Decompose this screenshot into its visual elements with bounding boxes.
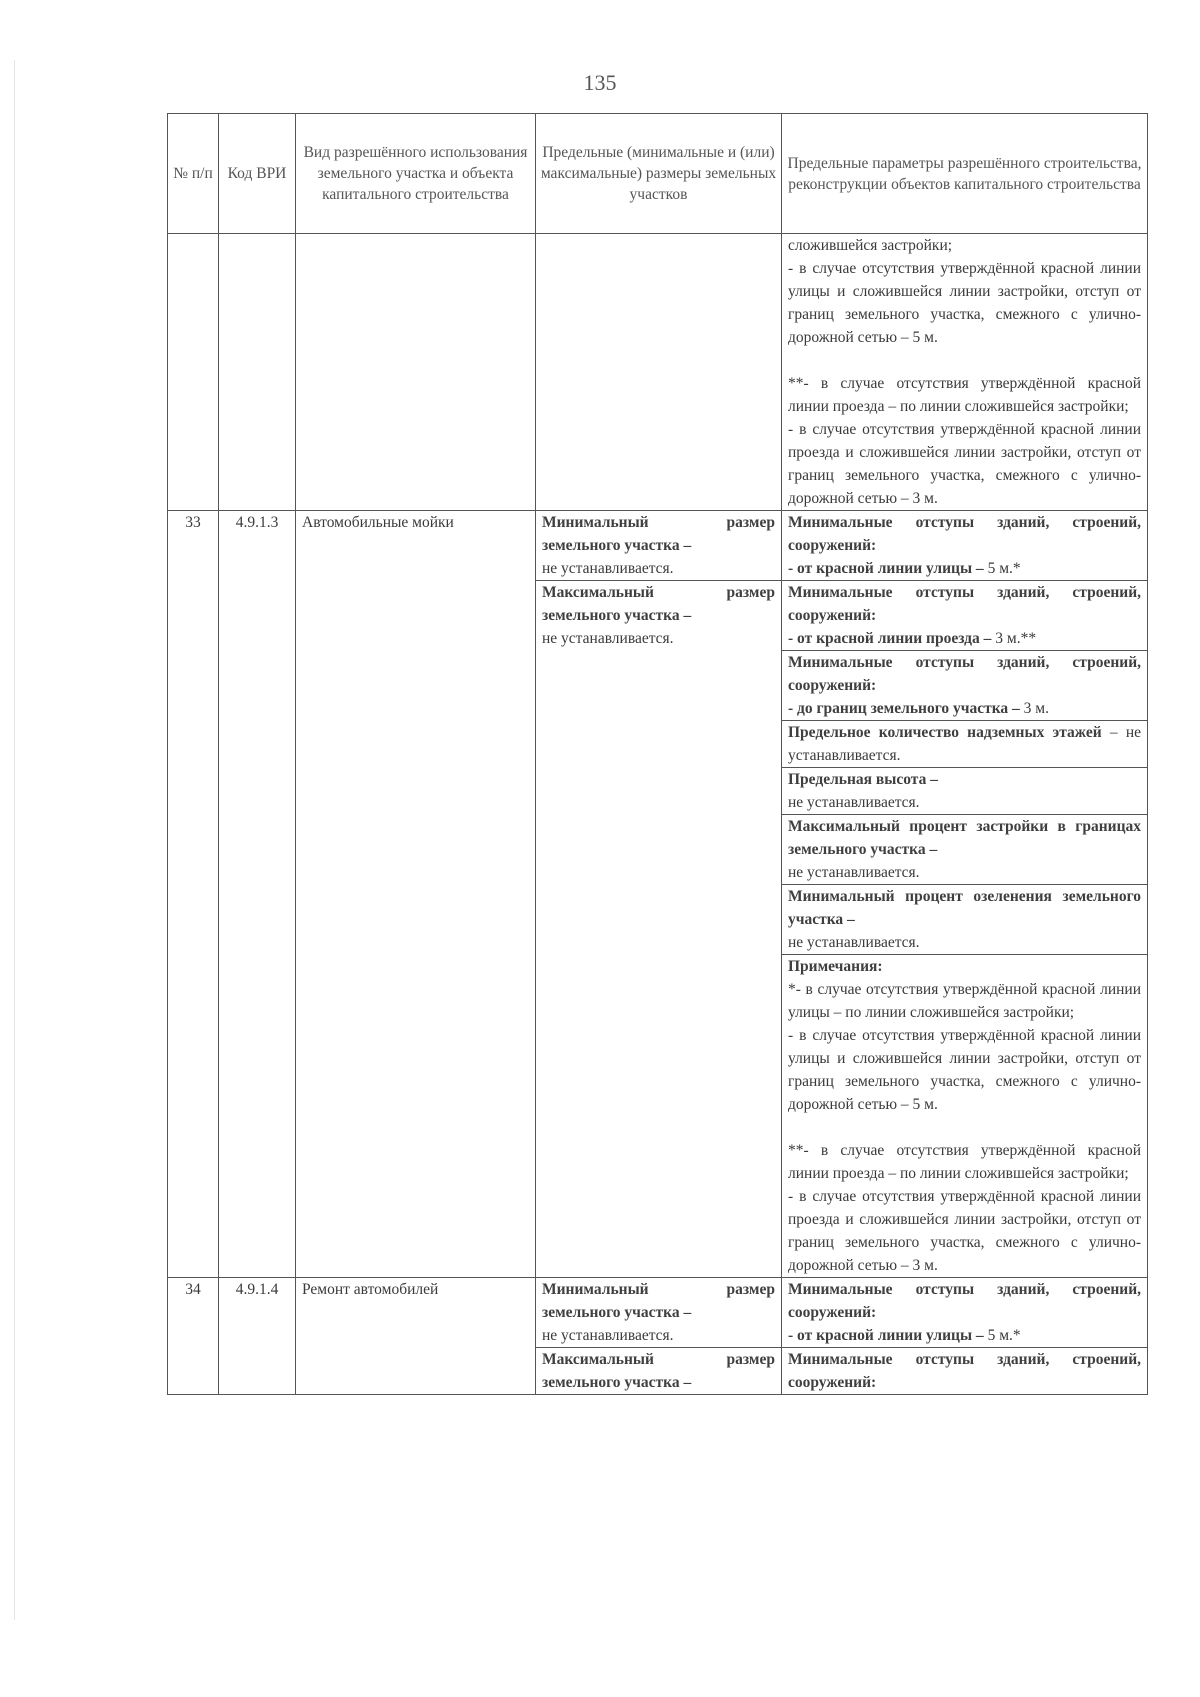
table-row-continuation (168, 234, 1148, 511)
row33-size-max-label: Максимальный размер земельного участка – (542, 584, 775, 624)
row33-code: 4.9.1.3 (219, 511, 296, 1278)
row33-setback2-label: - от красной линии проезда – (788, 630, 992, 647)
row33-floors-label: Предельное количество надземных этажей (788, 724, 1102, 741)
scan-edge-line (14, 60, 15, 1620)
page-number: 135 (583, 70, 617, 95)
row33-coverage-label: Максимальный процент застройки в границах земельного участка – (788, 818, 1141, 858)
header-size: Предельные (минимальные и (или) максимальные) размеры земельных участков (536, 114, 782, 234)
row33-setback3-head: Минимальные отступы зданий, строений, сооружений: (788, 654, 1141, 694)
row33-num: 33 (168, 511, 219, 1278)
row33-setback2-head: Минимальные отступы зданий, строений, сооружений: (788, 584, 1141, 624)
row33-setback1-label: - от красной линии улицы – (788, 560, 984, 577)
row34-setback1-value: 5 м.* (987, 1327, 1021, 1344)
row33-setback1-value: 5 м.* (987, 560, 1021, 577)
cont-code-cell (219, 234, 296, 511)
row33-greening (782, 885, 1148, 955)
row33-height (782, 768, 1148, 815)
row33-notes (782, 955, 1148, 1278)
table-row-33 (168, 511, 1148, 581)
header-kind: Вид разрешённого использования земельного участка и объекта капитального строительства (296, 114, 536, 234)
cont-size-cell (536, 234, 782, 511)
cont-num-cell (168, 234, 219, 511)
row33-size-max-value: не устанавливается. (542, 630, 674, 647)
row34-num: 34 (168, 1278, 219, 1395)
row34-setback1-head: Минимальные отступы зданий, строений, сооружений: (788, 1281, 1141, 1321)
row33-setback-street (782, 511, 1148, 581)
row33-note-3: **- в случае отсутствия утверждённой красной линии проезда – по линии сложившейся застройки; (788, 1142, 1141, 1182)
row34-size-max (536, 1348, 782, 1395)
row34-setback-next (782, 1348, 1148, 1395)
row33-setback-boundary (782, 651, 1148, 721)
header-code: Код ВРИ (219, 114, 296, 234)
table-row-34 (168, 1278, 1148, 1348)
row33-size-min (536, 511, 782, 581)
row33-greening-label: Минимальный процент озеленения земельного участка – (788, 888, 1141, 928)
header-num: № п/п (168, 114, 219, 234)
row33-setback2-value: 3 м.** (995, 630, 1037, 647)
row33-floors (782, 721, 1148, 768)
row33-floors-value: – не устанавливается. (788, 724, 1141, 764)
row33-height-value: не устанавливается. (788, 794, 920, 811)
table-header-row (168, 114, 1148, 234)
row33-setback3-label: - до границ земельного участка – (788, 700, 1020, 717)
cont-text-2: - в случае отсутствия утверждённой красной линии улицы и сложившейся линии застройки, отступ от границ земельного участка, смежного с улично-дорожной сетью – 5 м. (788, 260, 1141, 346)
cont-text-3: **- в случае отсутствия утверждённой красной линии проезда – по линии сложившейся застройки; (788, 375, 1141, 415)
row34-name: Ремонт автомобилей (296, 1278, 536, 1395)
row33-greening-value: не устанавливается. (788, 934, 920, 951)
row34-size-max-label: Максимальный размер земельного участка – (542, 1351, 775, 1391)
row34-size-min (536, 1278, 782, 1348)
row34-setback2-head: Минимальные отступы зданий, строений, сооружений: (788, 1351, 1141, 1391)
cont-kind-cell (296, 234, 536, 511)
row33-coverage (782, 815, 1148, 885)
row33-notes-title: Примечания: (788, 958, 883, 975)
row34-size-min-label: Минимальный размер земельного участка – (542, 1281, 775, 1321)
row33-note-4: - в случае отсутствия утверждённой красной линии проезда и сложившейся линии застройки, отступ от границ земельного участка, смежного с улично-дорожной сетью – 3 м. (788, 1188, 1141, 1274)
row34-setback1-label: - от красной линии улицы – (788, 1327, 984, 1344)
row33-size-max (536, 581, 782, 1278)
row33-height-label: Предельная высота – (788, 771, 938, 788)
row33-name: Автомобильные мойки (296, 511, 536, 1278)
row34-code: 4.9.1.4 (219, 1278, 296, 1395)
row33-size-min-label: Минимальный размер земельного участка – (542, 514, 775, 554)
cont-text-4: - в случае отсутствия утверждённой красной линии проезда и сложившейся линии застройки, отступ от границ земельного участка, смежного с улично-дорожной сетью – 3 м. (788, 421, 1141, 507)
header-params: Предельные параметры разрешённого строительства, реконструкции объектов капитального строительства (782, 114, 1148, 234)
row33-setback3-value: 3 м. (1023, 700, 1049, 717)
row33-setback-passage (782, 581, 1148, 651)
cont-params-cell (782, 234, 1148, 511)
regulations-table (167, 113, 1148, 1395)
row34-setback-street (782, 1278, 1148, 1348)
row33-note-2: - в случае отсутствия утверждённой красной линии улицы и сложившейся линии застройки, отступ от границ земельного участка, смежного с улично-дорожной сетью – 5 м. (788, 1027, 1141, 1113)
row33-coverage-value: не устанавливается. (788, 864, 920, 881)
row33-setback1-head: Минимальные отступы зданий, строений, сооружений: (788, 514, 1141, 554)
row33-size-min-value: не устанавливается. (542, 560, 674, 577)
row33-note-1: *- в случае отсутствия утверждённой красной линии улицы – по линии сложившейся застройки; (788, 981, 1141, 1021)
cont-text-1: сложившейся застройки; (788, 237, 953, 254)
row34-size-min-value: не устанавливается. (542, 1327, 674, 1344)
